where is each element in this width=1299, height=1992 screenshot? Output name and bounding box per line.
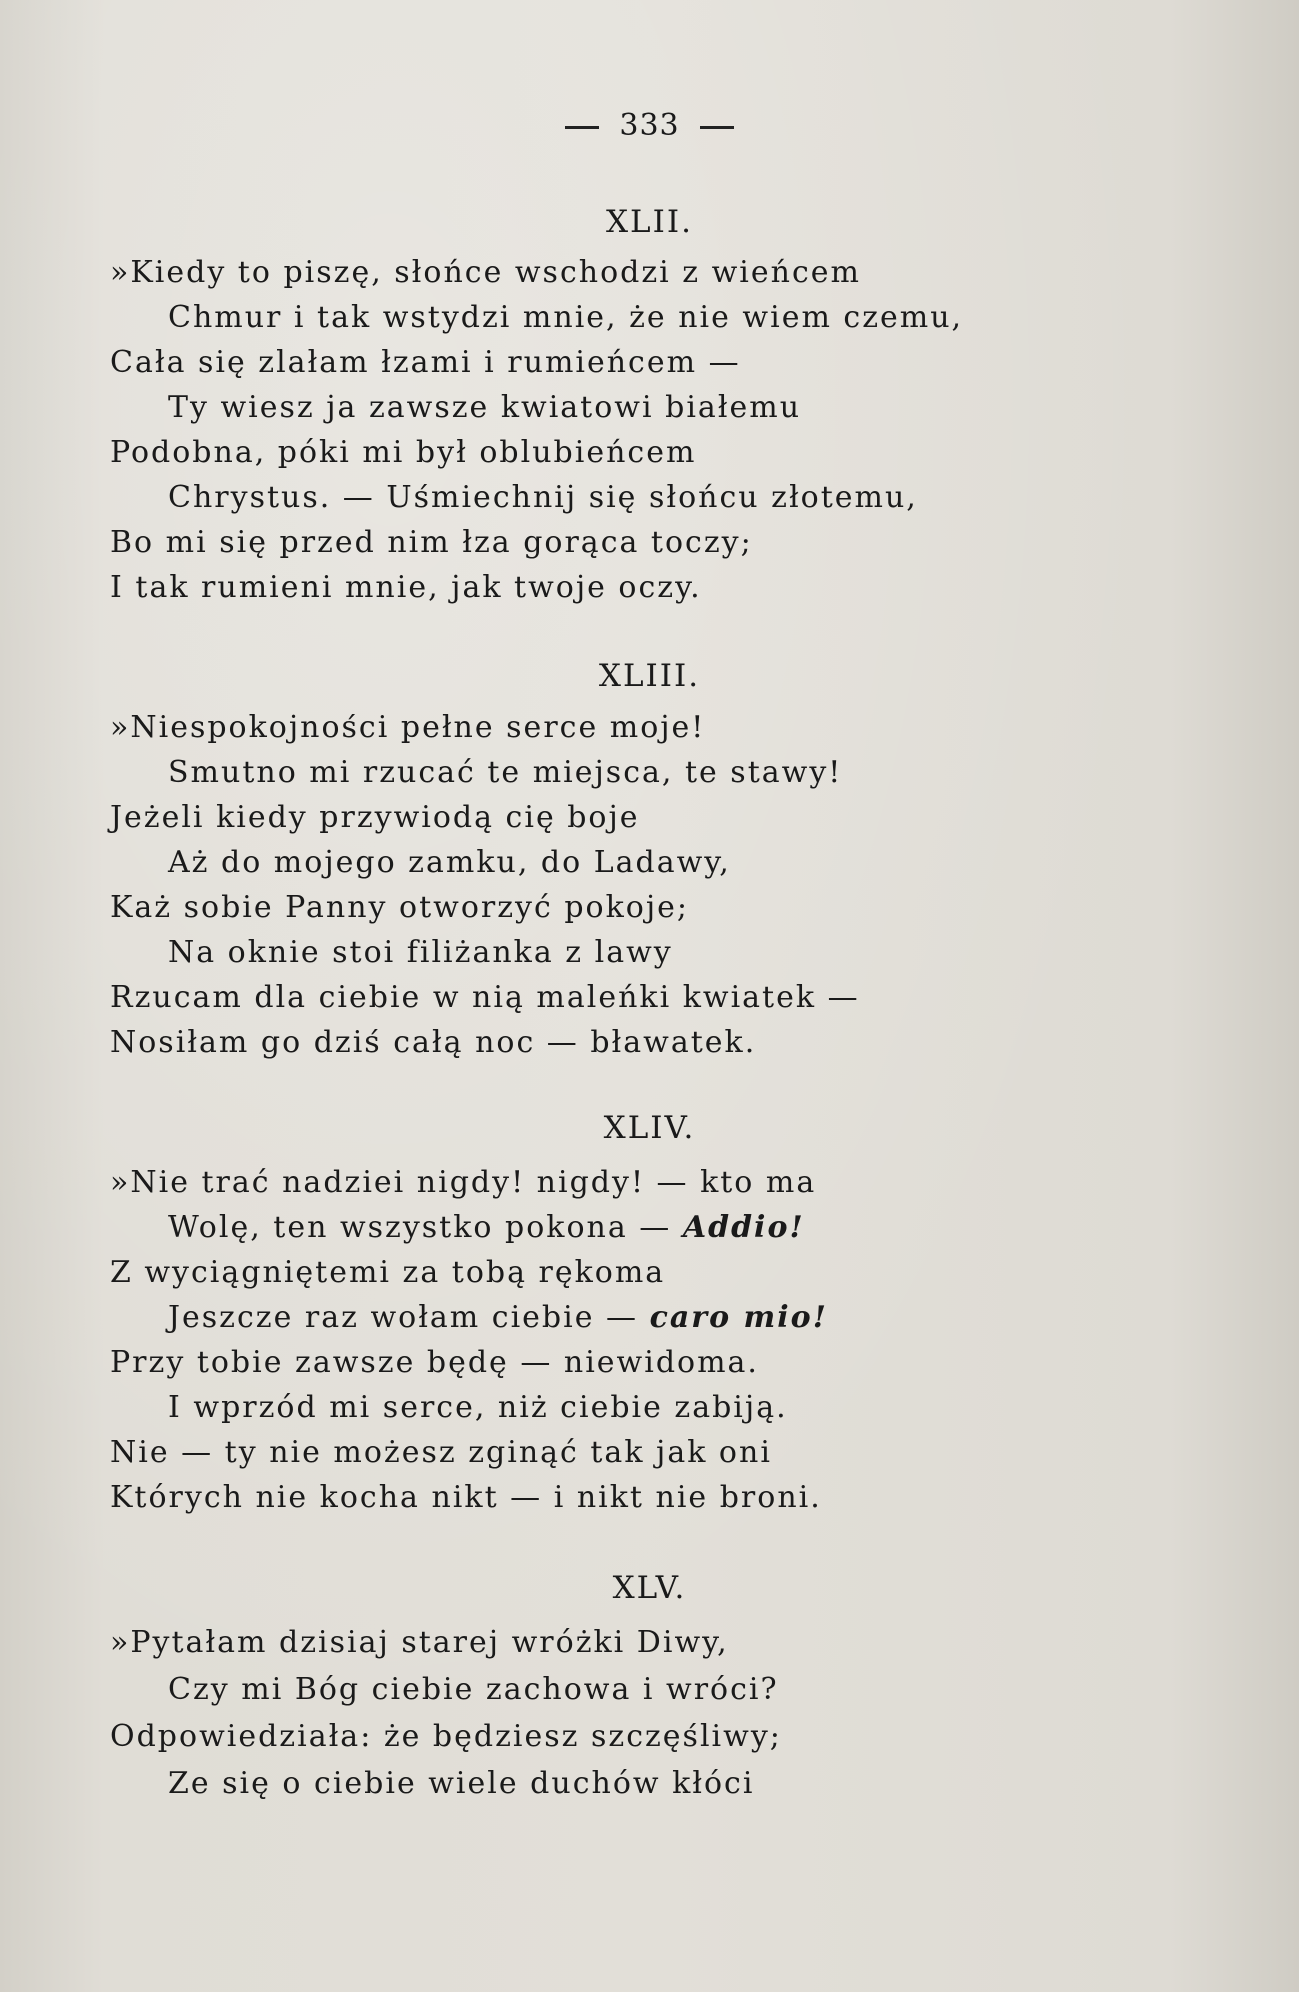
poem-line: Chrystus. — Uśmiechnij się słońcu złotemu, — [168, 480, 918, 515]
poem-line: Czy mi Bóg ciebie zachowa i wróci? — [168, 1672, 779, 1707]
dash-left — [565, 126, 599, 129]
poem-line: Aż do mojego zamku, do Ladawy, — [168, 845, 731, 880]
poem-line: Cała się zlałam łzami i rumieńcem — — [110, 345, 741, 380]
poem-line — [168, 1210, 805, 1245]
poem-line: Rzucam dla ciebie w nią maleńki kwiatek — — [110, 980, 860, 1015]
poem-line: »Nie trać nadziei nigdy! nigdy! — kto ma — [110, 1165, 817, 1200]
poem-line-text: Jeszcze raz wołam ciebie — — [168, 1300, 639, 1335]
section-heading: XLIV. — [603, 1110, 696, 1146]
poem-line: I tak rumieni mnie, jak twoje oczy. — [110, 570, 702, 605]
section-heading: XLIII. — [598, 658, 701, 694]
poem-line — [168, 1300, 828, 1335]
poem-line: Przy tobie zawsze będę — niewidoma. — [110, 1345, 759, 1380]
poem-line: Na oknie stoi filiżanka z lawy — [168, 935, 673, 970]
poem-line: »Pytałam dzisiaj starej wróżki Diwy, — [110, 1625, 729, 1660]
poem-line: Ty wiesz ja zawsze kwiatowi białemu — [168, 390, 802, 425]
poem-line: Bo mi się przed nim łza gorąca toczy; — [110, 525, 753, 560]
page-number — [0, 108, 1299, 143]
poem-line: Chmur i tak wstydzi mnie, że nie wiem czemu, — [168, 300, 964, 335]
poem-line-emphasis: Addio! — [682, 1210, 805, 1245]
poem-line: Smutno mi rzucać te miejsca, te stawy! — [168, 755, 843, 790]
poem-line: Z wyciągniętemi za tobą rękoma — [110, 1255, 666, 1290]
poem-line: Których nie kocha nikt — i nikt nie broni. — [110, 1480, 822, 1515]
poem-line: Podobna, póki mi był oblubieńcem — [110, 435, 697, 470]
poem-line: »Kiedy to piszę, słońce wschodzi z wieńcem — [110, 255, 861, 290]
poem-line-text: Wolę, ten wszystko pokona — — [168, 1210, 672, 1245]
page-number-text: 333 — [619, 108, 680, 143]
poem-line: »Niespokojności pełne serce moje! — [110, 710, 706, 745]
poem-line-emphasis: caro mio! — [649, 1300, 828, 1335]
section-heading: XLV. — [612, 1570, 687, 1606]
poem-line: Ze się o ciebie wiele duchów kłóci — [168, 1766, 755, 1801]
dash-right — [700, 126, 734, 129]
poem-line: Każ sobie Panny otworzyć pokoje; — [110, 890, 689, 925]
poem-line: Odpowiedziała: że będziesz szczęśliwy; — [110, 1719, 782, 1754]
poem-line: Nosiłam go dziś całą noc — bławatek. — [110, 1025, 757, 1060]
poem-line: Jeżeli kiedy przywiodą cię boje — [110, 800, 640, 835]
poem-line: Nie — ty nie możesz zginąć tak jak oni — [110, 1435, 772, 1470]
section-heading: XLII. — [605, 204, 693, 240]
poem-line: I wprzód mi serce, niż ciebie zabiją. — [168, 1390, 788, 1425]
